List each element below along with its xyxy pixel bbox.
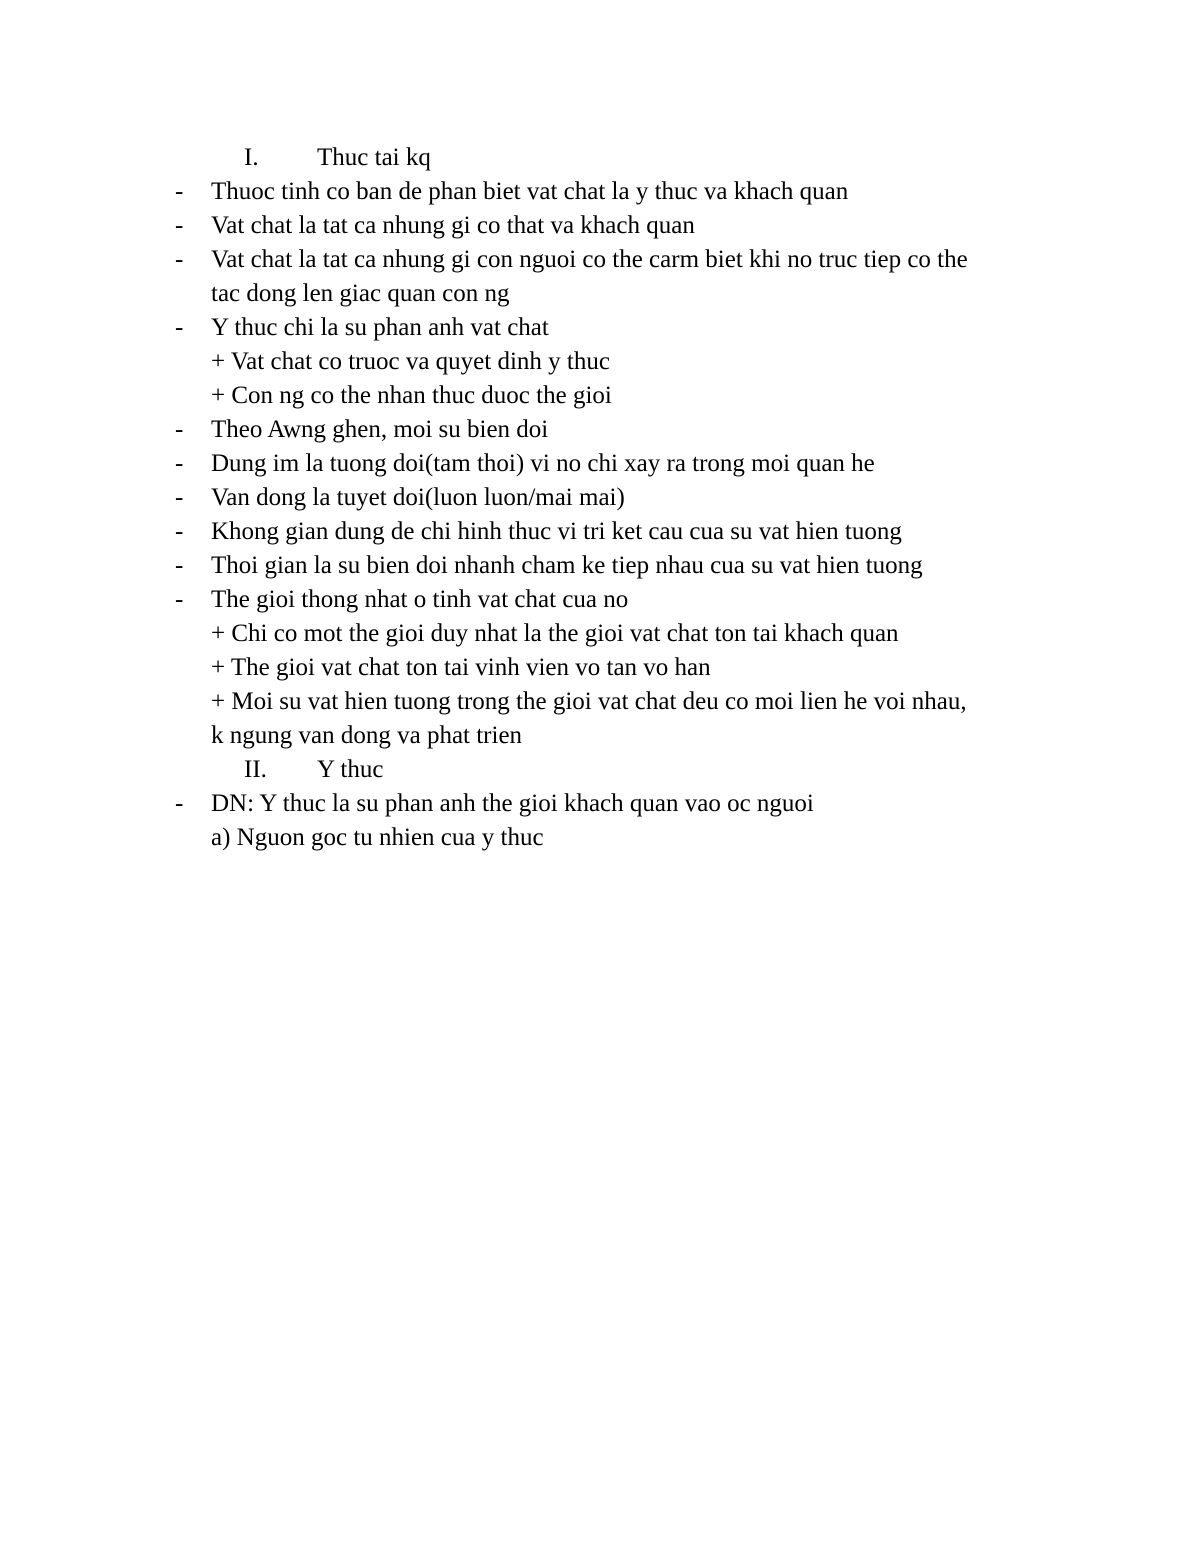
list-item-text: tac dong len giac quan con ng	[211, 280, 510, 307]
bullet-dash: -	[175, 416, 184, 443]
list-item	[0, 549, 1200, 583]
list-item	[0, 515, 1200, 549]
bullet-dash: -	[175, 790, 184, 817]
list-item	[0, 209, 1200, 243]
list-item-text: Khong gian dung de chi hinh thuc vi tri ket cau cua su vat hien tuong	[211, 518, 902, 545]
list-item-text: Vat chat la tat ca nhung gi co that va khach quan	[211, 212, 695, 239]
section-heading-1	[0, 141, 1200, 175]
sub-list-item	[0, 651, 1200, 685]
sub-list-item-text: + The gioi vat chat ton tai vinh vien vo tan vo han	[211, 654, 711, 681]
list-item	[0, 481, 1200, 515]
bullet-dash: -	[175, 212, 184, 239]
sub-list-item-continuation	[0, 719, 1200, 753]
list-item-text: Van dong la tuyet doi(luon luon/mai mai)	[211, 484, 625, 511]
list-item-text: Dung im la tuong doi(tam thoi) vi no chi xay ra trong moi quan he	[211, 450, 875, 477]
sub-list-item-text: + Moi su vat hien tuong trong the gioi vat chat deu co moi lien he voi nhau,	[211, 688, 967, 715]
sub-list-item	[0, 345, 1200, 379]
section-title: Y thuc	[317, 756, 384, 783]
bullet-dash: -	[175, 450, 184, 477]
list-item-text: Y thuc chi la su phan anh vat chat	[211, 314, 549, 341]
list-item-text: DN: Y thuc la su phan anh the gioi khach quan vao oc nguoi	[211, 790, 814, 817]
section-heading-2	[0, 753, 1200, 787]
list-item	[0, 413, 1200, 447]
sub-list-item-text: k ngung van dong va phat trien	[211, 722, 523, 749]
bullet-dash: -	[175, 484, 184, 511]
bullet-dash: -	[175, 314, 184, 341]
list-item-text: The gioi thong nhat o tinh vat chat cua no	[211, 586, 629, 613]
sub-list-item	[0, 379, 1200, 413]
lettered-item	[0, 821, 1200, 855]
bullet-dash: -	[175, 586, 184, 613]
list-item	[0, 787, 1200, 821]
bullet-dash: -	[175, 552, 184, 579]
list-item	[0, 447, 1200, 481]
bullet-dash: -	[175, 178, 184, 205]
list-item	[0, 243, 1200, 277]
sub-list-item-text: + Con ng co the nhan thuc duoc the gioi	[211, 382, 612, 409]
sub-list-item-text: + Chi co mot the gioi duy nhat la the gioi vat chat ton tai khach quan	[211, 620, 899, 647]
section-number: I.	[244, 144, 259, 171]
list-item-text: Thoi gian la su bien doi nhanh cham ke tiep nhau cua su vat hien tuong	[211, 552, 923, 579]
sub-list-item-text: + Vat chat co truoc va quyet dinh y thuc	[211, 348, 610, 375]
bullet-dash: -	[175, 246, 184, 273]
list-item-text: Theo Awng ghen, moi su bien doi	[211, 416, 549, 443]
sub-list-item	[0, 617, 1200, 651]
document-body	[0, 141, 1200, 855]
list-item-text: Vat chat la tat ca nhung gi con nguoi co the carm biet khi no truc tiep co the	[211, 246, 968, 273]
list-item	[0, 175, 1200, 209]
list-item	[0, 583, 1200, 617]
list-item	[0, 311, 1200, 345]
lettered-item-text: a) Nguon goc tu nhien cua y thuc	[211, 824, 544, 851]
list-item-continuation	[0, 277, 1200, 311]
section-number: II.	[244, 756, 267, 783]
section-title: Thuc tai kq	[317, 144, 431, 171]
sub-list-item	[0, 685, 1200, 719]
list-item-text: Thuoc tinh co ban de phan biet vat chat la y thuc va khach quan	[211, 178, 849, 205]
bullet-dash: -	[175, 518, 184, 545]
